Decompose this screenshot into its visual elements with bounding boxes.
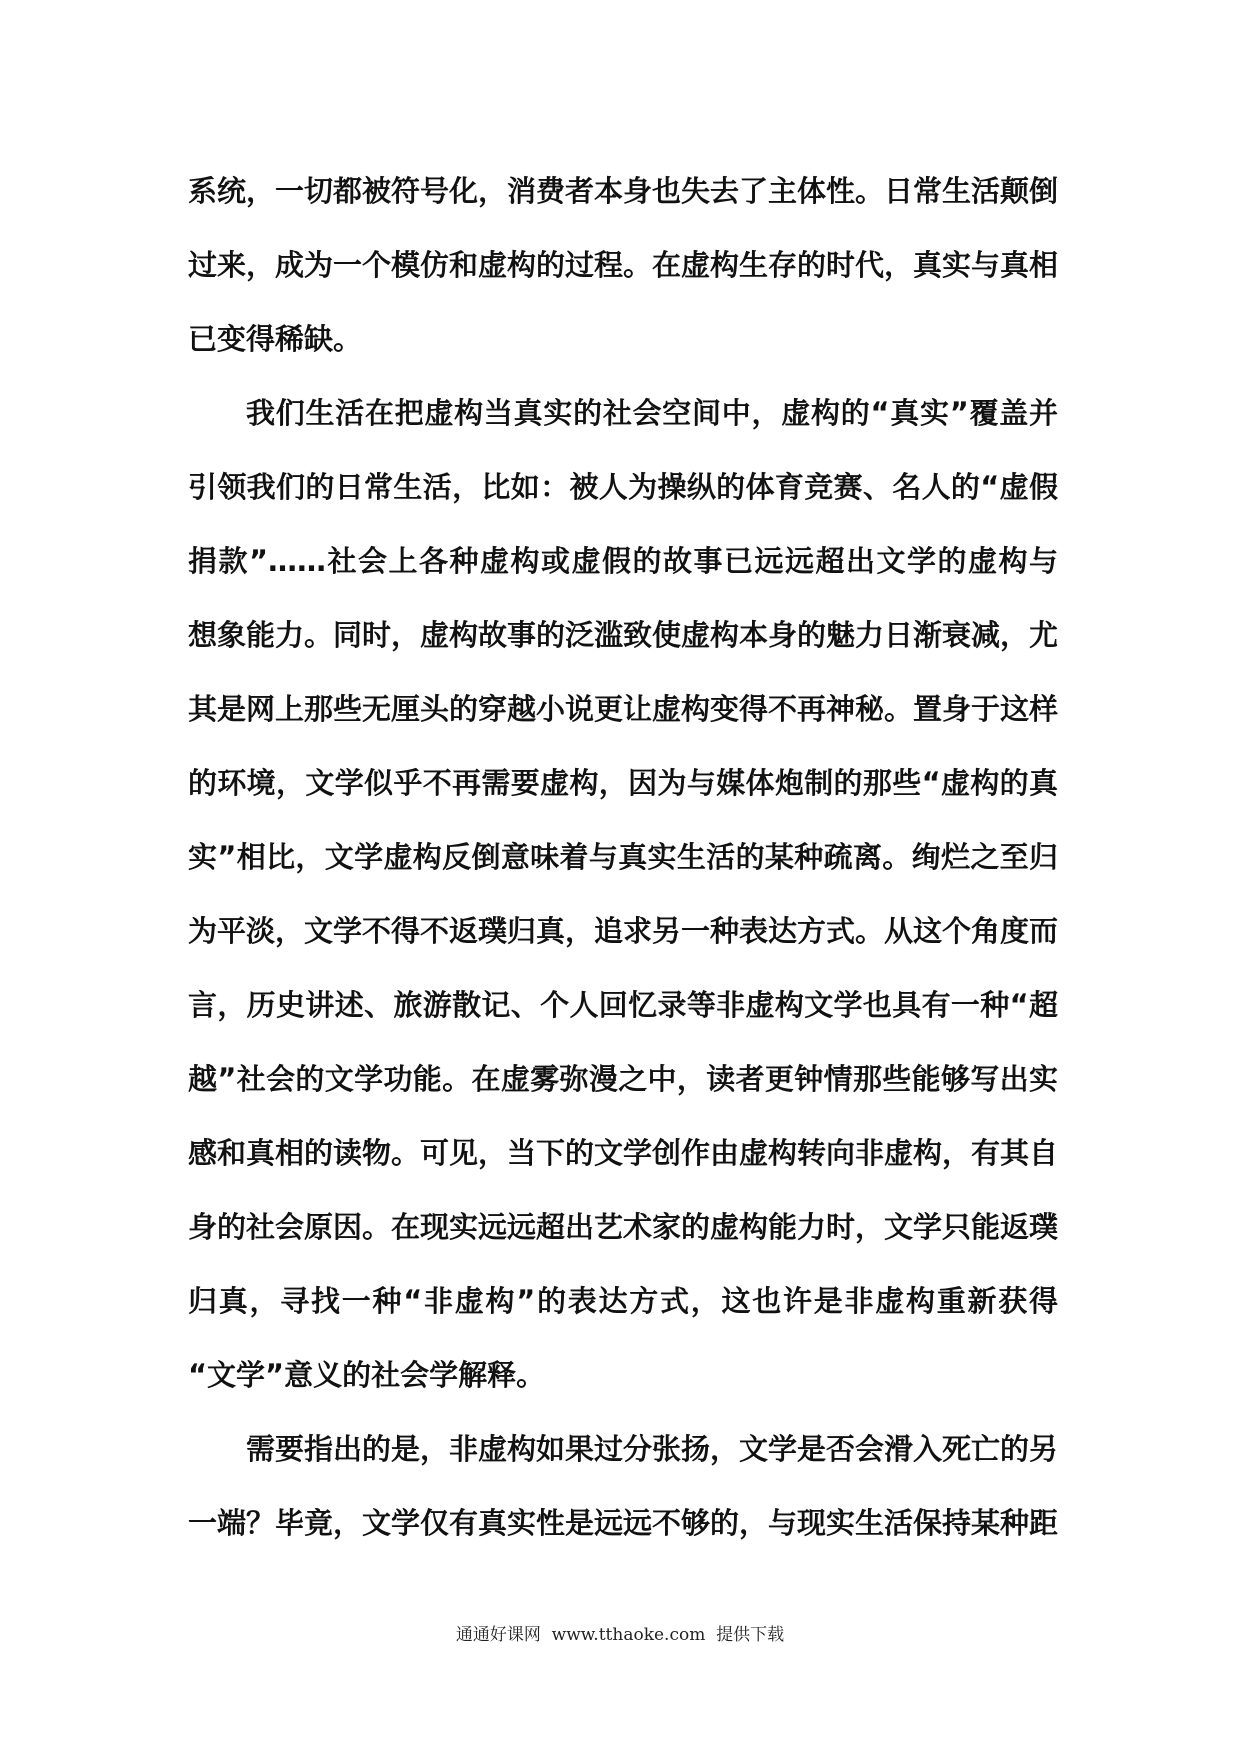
article-body — [188, 154, 1058, 1560]
text-line: 引领我们的日常生活，比如：被人为操纵的体育竞赛、名人的“虚假 — [188, 470, 1058, 504]
text-line: 身的社会原因。在现实远远超出艺术家的虚构能力时，文学只能返璞 — [188, 1210, 1058, 1244]
text-line: 的环境，文学似乎不再需要虚构，因为与媒体炮制的那些“虚构的真 — [188, 766, 1058, 800]
text-line: 越”社会的文学功能。在虚雾弥漫之中，读者更钟情那些能够写出实 — [188, 1062, 1058, 1096]
text-line: 已变得稀缺。 — [188, 322, 363, 356]
text-line: 言，历史讲述、旅游散记、个人回忆录等非虚构文学也具有一种“超 — [188, 988, 1058, 1022]
text-line: 需要指出的是，非虚构如果过分张扬，文学是否会滑入死亡的另 — [246, 1432, 1058, 1466]
text-line: “文学”意义的社会学解释。 — [188, 1358, 546, 1392]
text-line: 感和真相的读物。可见，当下的文学创作由虚构转向非虚构，有其自 — [188, 1136, 1058, 1170]
text-line: 过来，成为一个模仿和虚构的过程。在虚构生存的时代，真实与真相 — [188, 248, 1058, 282]
text-line: 实”相比，文学虚构反倒意味着与真实生活的某种疏离。绚烂之至归 — [188, 840, 1058, 874]
text-line: 归真，寻找一种“非虚构”的表达方式，这也许是非虚构重新获得 — [188, 1284, 1058, 1318]
text-line: 我们生活在把虚构当真实的社会空间中，虚构的“真实”覆盖并 — [246, 396, 1058, 430]
page-footer: 通通好课网 www.tthaoke.com 提供下载 — [455, 1625, 785, 1645]
text-line: 系统，一切都被符号化，消费者本身也失去了主体性。日常生活颠倒 — [188, 174, 1058, 208]
text-line: 为平淡，文学不得不返璞归真，追求另一种表达方式。从这个角度而 — [188, 914, 1058, 948]
text-line: 其是网上那些无厘头的穿越小说更让虚构变得不再神秘。置身于这样 — [188, 692, 1058, 726]
text-line: 捐款”……社会上各种虚构或虚假的故事已远远超出文学的虚构与 — [188, 544, 1058, 578]
text-line: 一端？毕竟，文学仅有真实性是远远不够的，与现实生活保持某种距 — [188, 1506, 1058, 1540]
text-line: 想象能力。同时，虚构故事的泛滥致使虚构本身的魅力日渐衰减，尤 — [188, 618, 1058, 652]
